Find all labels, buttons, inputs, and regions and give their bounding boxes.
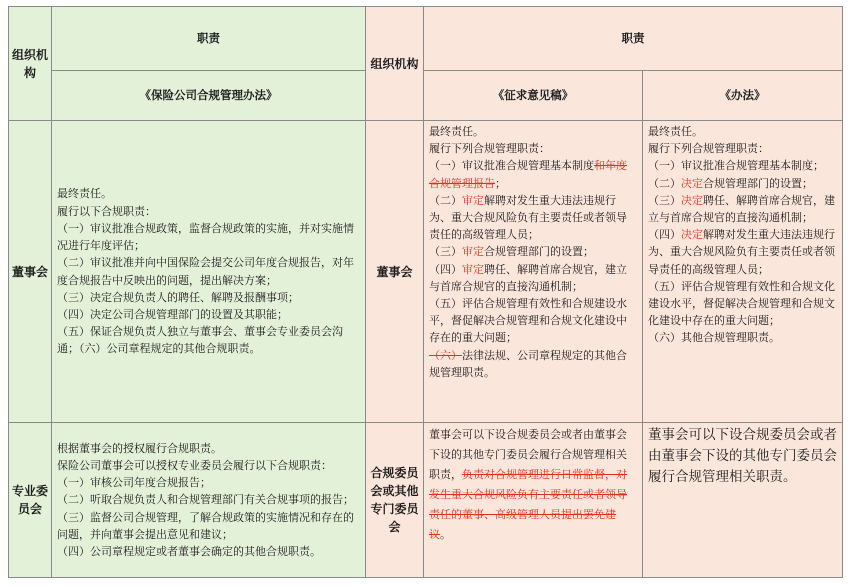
row2-org2-cell (366, 423, 424, 578)
row1-org2-label: 董事会 (376, 264, 413, 279)
row1-c2-item2 (429, 192, 637, 244)
text-run: 董事会可以下设合规委员会或者由董事会下设的其他专门委员会履行合规管理相关职责， (429, 428, 627, 481)
row1-c1-line: 最终责任。 (57, 187, 112, 201)
changed-text: 审定 (462, 193, 484, 207)
header-col-regulation-label: 《保险公司合规管理办法》 (139, 88, 278, 102)
row2-measures-cell (643, 423, 843, 578)
row2-c1-line: （二）听取合规负责人和合规管理部门有关合规事项的报告； (57, 493, 354, 507)
text-run: 聘任、解聘首席合规官，建立与首席合规官的直接沟通机制； (648, 193, 835, 225)
header-col-measures-label: 《办法》 (719, 88, 766, 102)
header-duties-label: 职责 (197, 31, 220, 45)
deleted-text: 和年度合规管理报告 (429, 159, 627, 190)
comparison-table (8, 6, 843, 578)
text-run: 法律法规、公司章程规定的其他合规管理职责。 (429, 348, 627, 379)
changed-text: 决定 (681, 193, 703, 207)
text-run: （二） (429, 193, 462, 207)
header-col-regulation (52, 71, 366, 121)
row1-c2-item3 (429, 243, 637, 260)
row1-c2-item5: （五）评估合规管理有效性和合规建设水平，督促解决合规管理和合规文化建设中存在的重大问题； (429, 297, 627, 345)
text-run: 合规管理部门的设置； (703, 176, 813, 190)
text-run: （一）审议批准合规管理基本制度 (429, 159, 594, 173)
row1-c1-line: （四）决定公司合规管理部门的设置及其职能； (57, 307, 288, 321)
row1-c1-line: （二）审议批准并向中国保险会提交公司年度合规报告，对年度合规报告中反映出的问题，提出解决方案； (57, 256, 354, 287)
text-run: 解聘对发生重大违法违规行为、重大合规风险负有主要责任或者领导责任的高级管理人员； (429, 193, 627, 242)
deleted-text: 负责对合规管理进行日常监督，对发生重大合规风险负有主要责任或者领导责任的董事、高级管理人员提出罢免建议 (429, 468, 627, 541)
row1-org-label: 董事会 (11, 264, 48, 279)
changed-text: 决定 (681, 176, 703, 190)
row1-regulation-cell (52, 121, 366, 423)
row1-org2-cell (366, 121, 424, 423)
row2-c1-line: （三）监督公司合规管理，了解合规政策的实施情况和存在的问题，并向董事会提出意见和建议； (57, 510, 354, 541)
text-run: 解聘对发生重大违法违规行为、重大合规风险负有主要责任或者领导责任的高级管理人员； (648, 228, 835, 276)
row2-org-cell (9, 423, 52, 578)
row2-c2-text (429, 425, 637, 545)
row1-c2-item6 (429, 347, 637, 381)
row1-c1-line: 履行以下合规职责： (57, 204, 156, 218)
row2-c1-line: （一）审核公司年度合规报告； (57, 476, 211, 490)
row1-c3-item4 (648, 226, 837, 278)
row2-draft-cell (424, 423, 643, 578)
row1-c3-item5: （五）评估合规管理有效性和合规文化建设水平，督促解决合规管理和合规文化建设中存在的重大问题； (648, 279, 835, 328)
header-col-measures (643, 71, 843, 121)
row1-c2-line: 最终责任。 (429, 125, 484, 138)
row1-c3-item1: （一）审议批准合规管理基本制度； (648, 159, 824, 173)
header-col-draft-label: 《征求意见稿》 (492, 88, 574, 102)
row1-c2-line: 履行下列合规管理职责： (429, 142, 550, 156)
row1-c3-item3 (648, 192, 837, 226)
header-org2-cell (366, 7, 424, 121)
row1-c1-line: （三）决定合规负责人的聘任、解聘及报酬事项； (57, 290, 299, 304)
row1-c3-line: 履行下列合规管理职责： (648, 142, 769, 156)
changed-text: 决定 (681, 228, 703, 242)
header-col-draft (424, 71, 643, 121)
text-run: （三） (429, 245, 462, 259)
row1-c1-line: （五）保证合规负责人独立与董事会、董事会专业委员会沟通；（六）公司章程规定的其他合规职责。 (57, 325, 343, 356)
text-run: （二） (648, 176, 681, 190)
header-org-cell (9, 7, 52, 121)
row1-c3-item6: （六）其他合规管理职责。 (648, 331, 780, 345)
row2-c1-line: （四）公司章程规定或者董事会确定的其他合规职责。 (57, 545, 321, 558)
text-run: 聘任、解聘首席合规官，建立与首席合规官的直接沟通机制； (429, 262, 627, 293)
row1-measures-cell (643, 121, 843, 423)
row1-c2-item1 (429, 157, 637, 191)
row1-c3-line: 最终责任。 (648, 125, 703, 138)
text-run: （三） (648, 193, 681, 207)
text-run: ； (495, 176, 506, 190)
header-duties-cell (52, 7, 366, 71)
text-run: （四） (429, 262, 462, 276)
header-duties2-cell (424, 7, 843, 71)
header-org-label: 组织机构 (11, 47, 48, 80)
row2-org2-label: 合规委员会或其他专门委员会 (370, 466, 419, 534)
row2-c1-line: 根据董事会的授权履行合规职责。 (57, 441, 222, 455)
text-run: （四） (648, 228, 681, 242)
row1-c3-item2 (648, 175, 837, 192)
header-duties2-label: 职责 (621, 31, 645, 45)
row1-org-cell (9, 121, 52, 423)
deleted-text: （六） (429, 348, 462, 362)
header-org2-label: 组织机构 (370, 56, 419, 71)
row1-c1-line: （一）审议批准合规政策，监督合规政策的实施，并对实施情况进行年度评估； (57, 221, 354, 253)
row2-c1-line: 保险公司董事会可以授权专业委员会履行以下合规职责： (57, 458, 332, 472)
row2-org-label: 专业委员会 (11, 484, 48, 516)
row2-c3-text: 董事会可以下设合规委员会或者由董事会下设的其他专门委员会履行合规管理相关职责。 (648, 427, 837, 485)
text-run: 。 (440, 528, 451, 541)
row1-c2-item4 (429, 261, 637, 295)
row2-regulation-cell (52, 423, 366, 578)
changed-text: 审定 (462, 245, 484, 259)
text-run: 合规管理部门的设置； (484, 245, 594, 259)
row1-draft-cell (424, 121, 643, 423)
changed-text: 审定 (462, 262, 484, 276)
